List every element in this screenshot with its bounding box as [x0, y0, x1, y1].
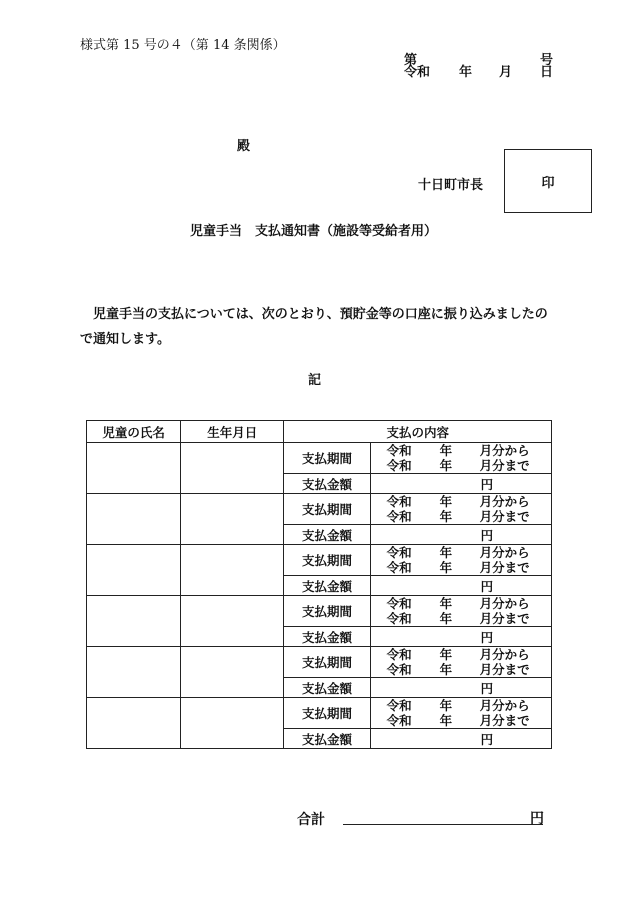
amount-value[interactable]: [370, 474, 551, 494]
amount-value[interactable]: [370, 576, 551, 596]
period-to-line: [371, 611, 551, 626]
era-label: 令和: [386, 458, 412, 473]
amount-label: 支払金額: [284, 627, 370, 647]
month-to-label: 月分まで: [479, 458, 530, 473]
year-label: 年: [439, 443, 453, 458]
document-title: 児童手当 支払通知書（施設等受給者用）: [190, 224, 438, 239]
amount-value[interactable]: [370, 729, 551, 749]
header-birthdate: 生年月日: [181, 421, 284, 443]
addressee-honorific: 殿: [237, 139, 251, 154]
era-label: 令和: [386, 713, 412, 728]
table-header-row: [87, 421, 552, 443]
child-name-cell[interactable]: [87, 596, 181, 647]
total-yen-unit: 円: [530, 811, 544, 827]
child-name-cell[interactable]: [87, 443, 181, 494]
amount-label: 支払金額: [284, 678, 370, 698]
child-name-cell[interactable]: [87, 698, 181, 749]
period-value[interactable]: [370, 698, 551, 729]
child-name-cell[interactable]: [87, 545, 181, 596]
birthdate-cell[interactable]: [181, 443, 284, 494]
period-to-line: [371, 509, 551, 524]
month-to-label: 月分まで: [479, 662, 530, 677]
amount-label: 支払金額: [284, 729, 370, 749]
child-name-cell[interactable]: [87, 647, 181, 698]
birthdate-cell[interactable]: [181, 647, 284, 698]
total-amount-field[interactable]: [343, 808, 543, 825]
period-label: 支払期間: [284, 596, 370, 627]
year-label: 年: [439, 509, 453, 524]
era-label: 令和: [386, 596, 412, 611]
date-day-label: 日: [540, 65, 554, 80]
period-from-line: [371, 494, 551, 509]
yen-unit: 円: [480, 680, 494, 696]
period-value[interactable]: [370, 443, 551, 474]
month-to-label: 月分まで: [479, 560, 530, 575]
year-label: 年: [439, 698, 453, 713]
date-year-label: 年: [459, 65, 473, 80]
body-text: 児童手当の支払については、次のとおり、預貯金等の口座に振り込みましたので通知します。: [80, 307, 548, 347]
yen-unit: 円: [480, 578, 494, 594]
era-label: 令和: [386, 611, 412, 626]
period-value[interactable]: [370, 596, 551, 627]
period-to-line: [371, 560, 551, 575]
period-value[interactable]: [370, 545, 551, 576]
year-label: 年: [439, 494, 453, 509]
month-to-label: 月分まで: [479, 611, 530, 626]
month-from-label: 月分から: [479, 494, 530, 509]
table-body: [87, 443, 552, 749]
year-label: 年: [439, 713, 453, 728]
yen-unit: 円: [480, 476, 494, 492]
year-label: 年: [439, 647, 453, 662]
amount-label: 支払金額: [284, 525, 370, 545]
form-number: 様式第 15 号の４（第 14 条関係）: [80, 38, 286, 53]
era-label: 令和: [386, 545, 412, 560]
yen-unit: 円: [480, 527, 494, 543]
era-label: 令和: [386, 443, 412, 458]
document-number-prefix: 第: [404, 53, 418, 68]
month-from-label: 月分から: [479, 698, 530, 713]
era-label: 令和: [386, 698, 412, 713]
amount-label: 支払金額: [284, 576, 370, 596]
year-label: 年: [439, 611, 453, 626]
table-row: [87, 647, 552, 678]
amount-value[interactable]: [370, 525, 551, 545]
date-month-label: 月: [499, 65, 513, 80]
period-from-line: [371, 647, 551, 662]
table-row: [87, 494, 552, 525]
document-number-suffix: 号: [540, 53, 554, 68]
yen-unit: 円: [480, 629, 494, 645]
total-label: 合計: [297, 812, 325, 828]
period-label: 支払期間: [284, 647, 370, 678]
birthdate-cell[interactable]: [181, 545, 284, 596]
ki-heading: 記: [308, 373, 322, 388]
year-label: 年: [439, 560, 453, 575]
table-row: [87, 545, 552, 576]
header-child-name: 児童の氏名: [87, 421, 181, 443]
header-payment-content: 支払の内容: [284, 421, 552, 443]
table-row: [87, 596, 552, 627]
month-from-label: 月分から: [479, 596, 530, 611]
period-from-line: [371, 443, 551, 458]
era-label: 令和: [386, 662, 412, 677]
period-from-line: [371, 698, 551, 713]
period-label: 支払期間: [284, 494, 370, 525]
date-era: 令和: [404, 65, 431, 80]
era-label: 令和: [386, 494, 412, 509]
yen-unit: 円: [480, 731, 494, 747]
child-name-cell[interactable]: [87, 494, 181, 545]
table-row: [87, 698, 552, 729]
period-to-line: [371, 458, 551, 473]
period-value[interactable]: [370, 494, 551, 525]
month-from-label: 月分から: [479, 545, 530, 560]
period-from-line: [371, 545, 551, 560]
year-label: 年: [439, 662, 453, 677]
amount-value[interactable]: [370, 678, 551, 698]
era-label: 令和: [386, 509, 412, 524]
month-from-label: 月分から: [479, 443, 530, 458]
seal-box: [504, 149, 592, 213]
table-row: [87, 443, 552, 474]
birthdate-cell[interactable]: [181, 494, 284, 545]
amount-value[interactable]: [370, 627, 551, 647]
period-label: 支払期間: [284, 443, 370, 474]
payment-table: [86, 420, 552, 749]
birthdate-cell[interactable]: [181, 596, 284, 647]
year-label: 年: [439, 458, 453, 473]
month-from-label: 月分から: [479, 647, 530, 662]
amount-label: 支払金額: [284, 474, 370, 494]
period-to-line: [371, 713, 551, 728]
period-to-line: [371, 662, 551, 677]
period-from-line: [371, 596, 551, 611]
month-to-label: 月分まで: [479, 509, 530, 524]
period-value[interactable]: [370, 647, 551, 678]
seal-label: 印: [541, 175, 555, 191]
year-label: 年: [439, 596, 453, 611]
period-label: 支払期間: [284, 545, 370, 576]
era-label: 令和: [386, 560, 412, 575]
year-label: 年: [439, 545, 453, 560]
era-label: 令和: [386, 647, 412, 662]
issuer-title: 十日町市長: [418, 178, 484, 193]
birthdate-cell[interactable]: [181, 698, 284, 749]
period-label: 支払期間: [284, 698, 370, 729]
month-to-label: 月分まで: [479, 713, 530, 728]
